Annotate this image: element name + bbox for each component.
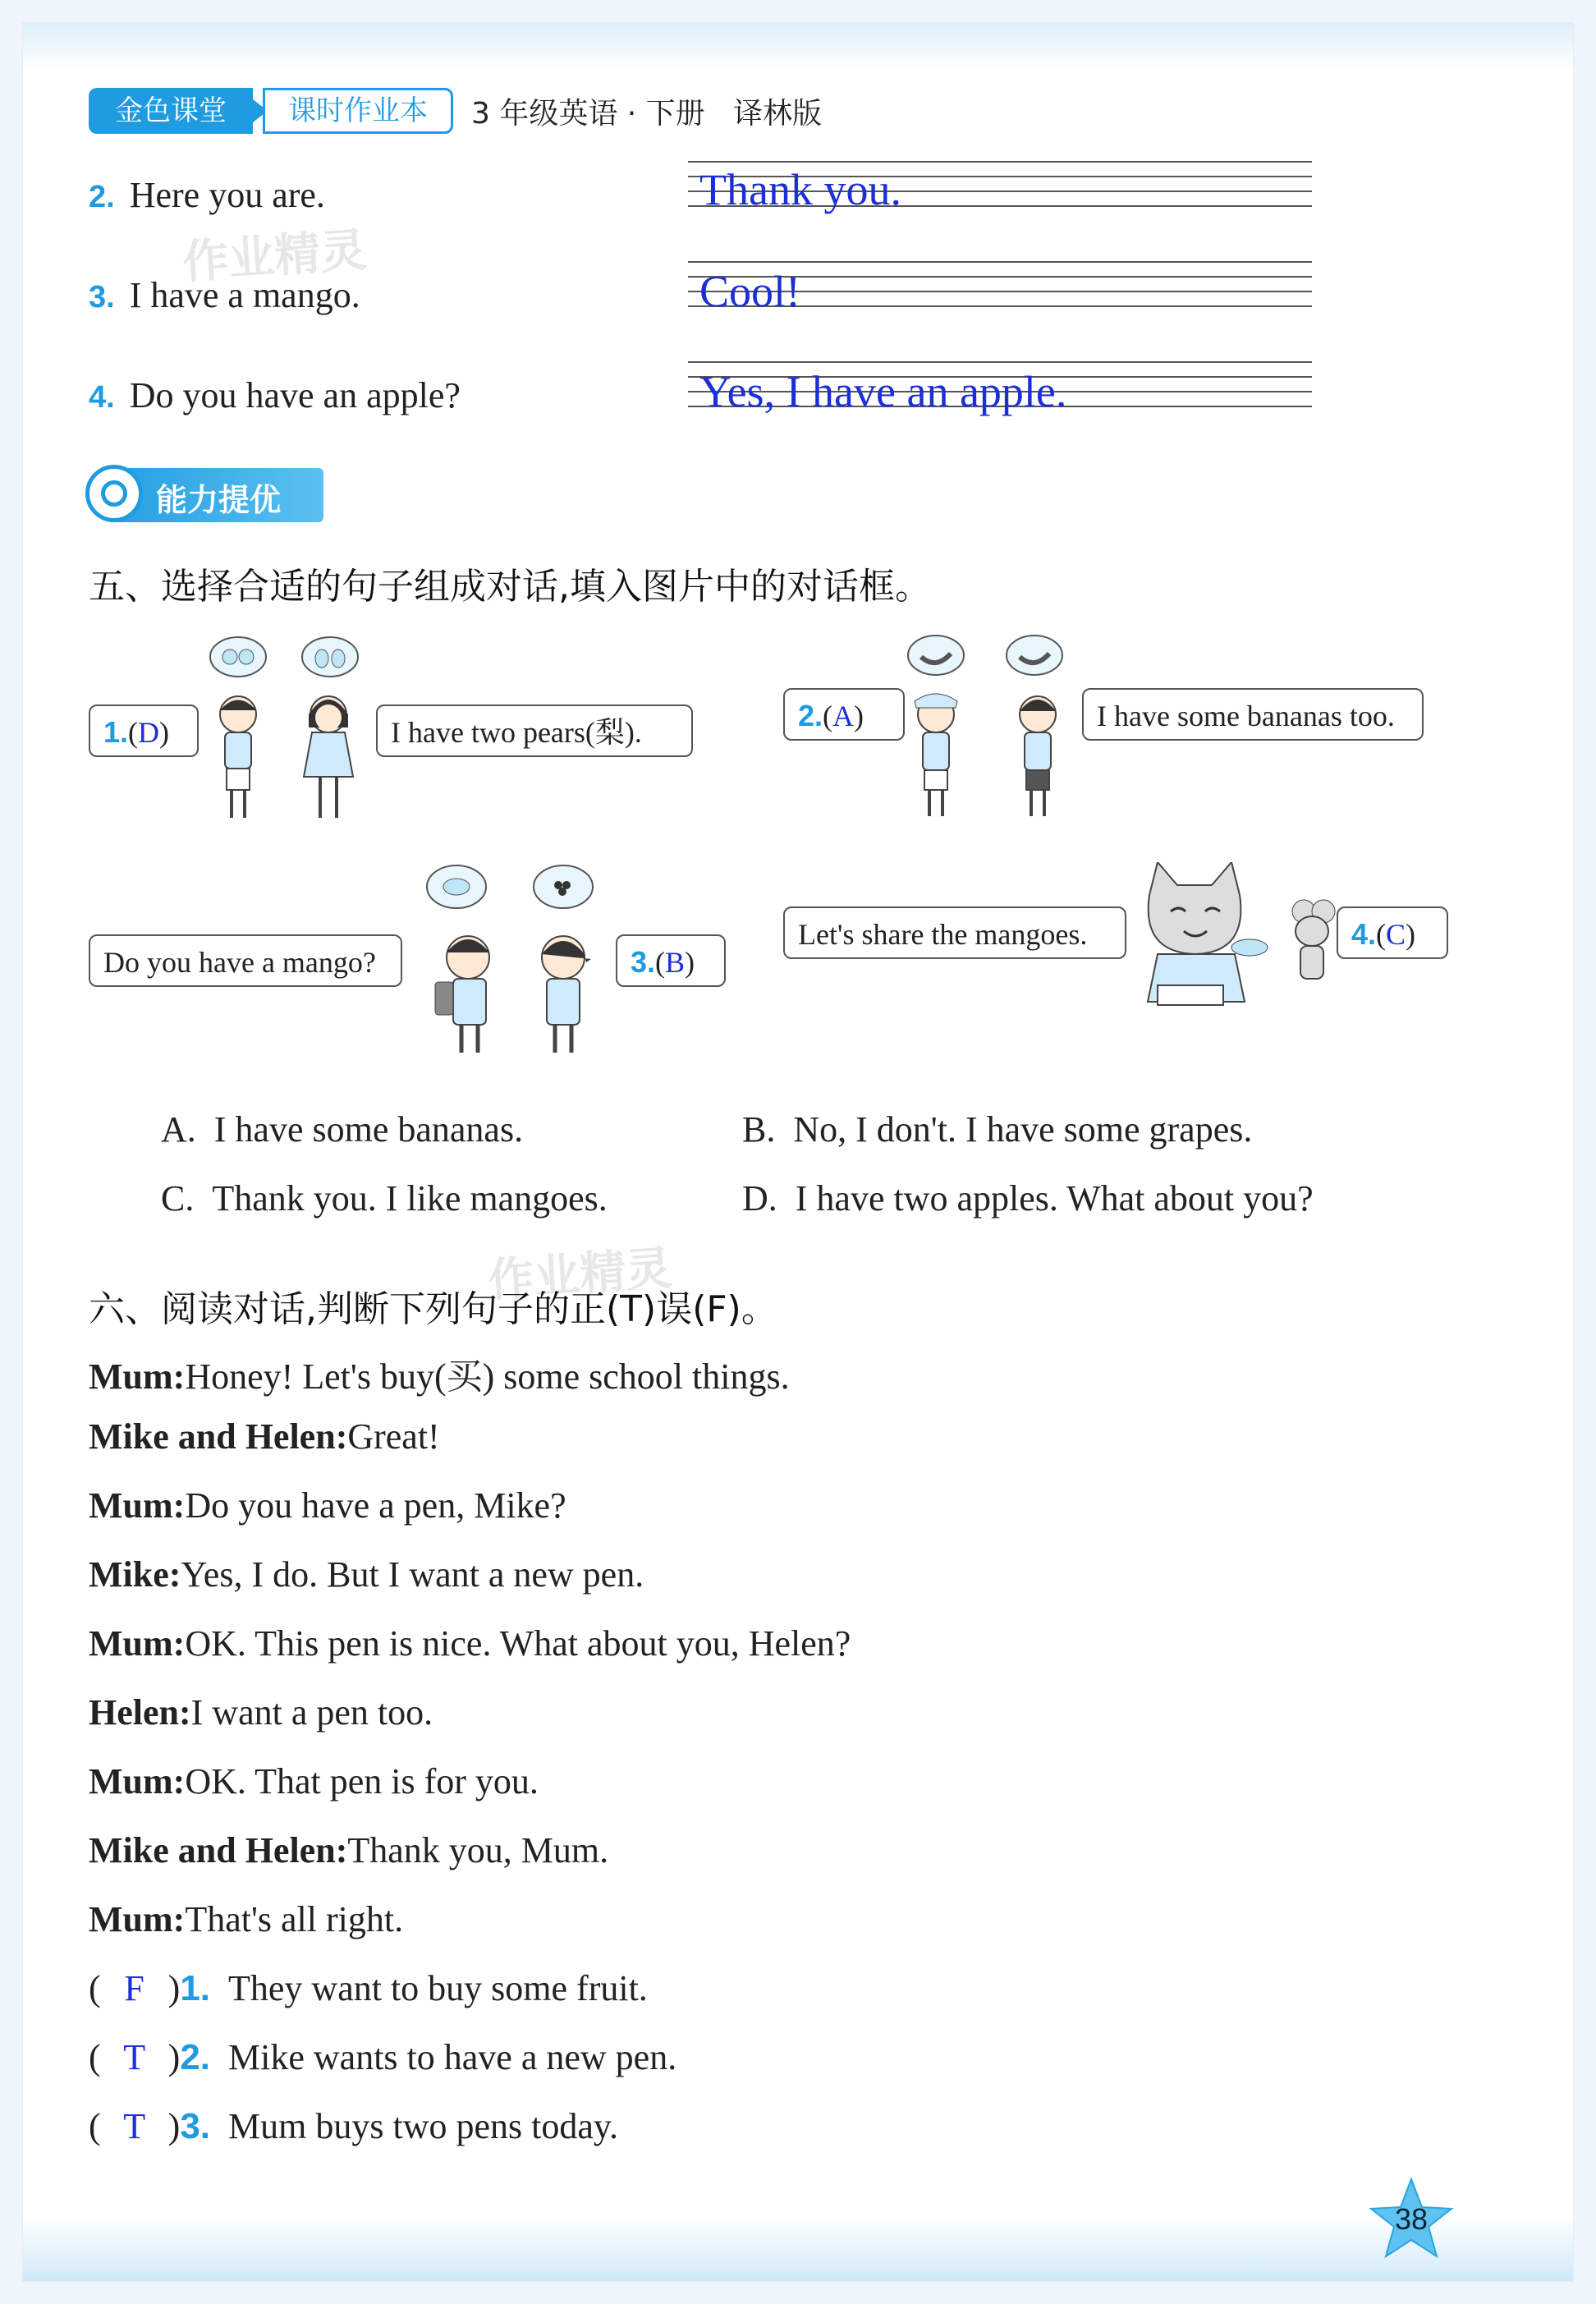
statement-number: 1.	[180, 1968, 211, 2008]
line-text: Do you have a pen, Mike?	[185, 1485, 566, 1526]
top-band	[23, 23, 1573, 72]
statement-text: Mike wants to have a new pen.	[228, 2037, 677, 2077]
question-number: 2.	[89, 180, 115, 214]
line-text: OK. That pen is for you.	[185, 1761, 539, 1801]
dialogue-bubble-speech-2: I have some bananas too.	[1082, 688, 1424, 741]
dialogue-line: Mum:OK. This pen is nice. What about you, Helen?	[89, 1623, 851, 1664]
question-4	[89, 374, 461, 416]
question-number: 4.	[89, 380, 115, 415]
question-text: I have a mango.	[129, 275, 360, 315]
line-text: Yes, I do. But I want a new pen.	[181, 1554, 644, 1595]
watermark: 作业精灵	[181, 223, 369, 290]
statement-number: 2.	[180, 2037, 211, 2077]
question-text: Here you are.	[129, 175, 325, 215]
option-a	[161, 1108, 523, 1150]
option-letter: A.	[161, 1109, 196, 1150]
section-banner-label: 能力提优	[156, 482, 282, 518]
tf-statement-1: ( F )1. They want to buy some fruit.	[89, 1968, 648, 2008]
option-text: Thank you. I like mangoes.	[212, 1178, 608, 1219]
option-letter: B.	[742, 1109, 776, 1150]
speaker: Mike	[89, 1554, 169, 1595]
header-tag-book: 课时作业本	[263, 88, 453, 134]
dialogue-bubble-3: 3.(B)	[616, 934, 726, 987]
page-number: 38	[1394, 2202, 1429, 2236]
speaker: Mike and Helen	[89, 1830, 336, 1870]
tf-answer: T	[123, 2037, 146, 2077]
bubble-answer: C	[1386, 918, 1406, 951]
dialogue-line: Helen:I want a pen too.	[89, 1692, 433, 1733]
statement-text: They want to buy some fruit.	[228, 1968, 648, 2008]
option-b	[742, 1108, 1252, 1150]
option-d	[742, 1177, 1314, 1219]
line-text: I want a pen too.	[190, 1692, 433, 1733]
line-text: That's all right.	[185, 1899, 404, 1939]
dialogue-bubble-speech-3: Do you have a mango?	[89, 934, 402, 987]
bubble-number: 3.	[631, 945, 656, 979]
line-text: OK. This pen is nice. What about you, Helen?	[185, 1623, 851, 1664]
bubble-number: 2.	[798, 699, 823, 732]
speaker: Mum	[89, 1485, 173, 1526]
tf-answer: F	[124, 1968, 144, 2008]
header-tag-series: 金色课堂	[89, 88, 253, 134]
dialogue-line: Mike and Helen:Great!	[89, 1416, 440, 1457]
dialogue-bubble-speech-1: I have two pears(梨).	[376, 705, 693, 757]
answer-handwritten: Thank you.	[699, 165, 901, 214]
illustration-kids-apples-pears	[197, 632, 378, 829]
statement-number: 3.	[180, 2106, 211, 2146]
speaker: Mum	[89, 1899, 173, 1939]
speaker: Mum	[89, 1356, 173, 1397]
question-text: Do you have an apple?	[129, 375, 461, 415]
option-c	[161, 1177, 608, 1219]
dialogue-bubble-1: 1.(D)	[89, 705, 199, 757]
illustration-cat-mouse-mangoes	[1133, 862, 1346, 1018]
option-text: I have two apples. What about you?	[795, 1178, 1314, 1219]
dialogue-line: Mike and Helen:Thank you, Mum.	[89, 1830, 609, 1870]
option-text: I have some bananas.	[213, 1109, 524, 1150]
speaker: Helen	[89, 1692, 179, 1733]
speaker: Mike and Helen	[89, 1416, 336, 1457]
bubble-answer: D	[138, 716, 160, 749]
tf-answer: T	[123, 2106, 146, 2146]
target-icon	[85, 465, 143, 522]
bottom-band	[23, 2217, 1573, 2281]
bubble-number: 4.	[1351, 917, 1377, 951]
option-letter: D.	[742, 1178, 777, 1219]
tf-statement-2: ( T )2. Mike wants to have a new pen.	[89, 2037, 677, 2077]
option-letter: C.	[161, 1178, 195, 1219]
section6-heading: 六、阅读对话,判断下列句子的正(T)误(F)。	[89, 1288, 777, 1330]
option-text: No, I don't. I have some grapes.	[793, 1109, 1253, 1150]
header-title: 3 年级英语 · 下册 译林版	[471, 97, 823, 131]
statement-text: Mum buys two pens today.	[228, 2106, 619, 2146]
bubble-number: 1.	[103, 715, 129, 749]
line-text: Honey! Let's buy(买) some school things.	[185, 1356, 790, 1397]
dialogue-bubble-4: 4.(C)	[1337, 906, 1448, 959]
answer-handwritten: Yes, I have an apple.	[699, 367, 1067, 416]
bubble-answer: B	[665, 946, 686, 979]
dialogue-line: Mum:Do you have a pen, Mike?	[89, 1485, 566, 1526]
answer-handwritten: Cool!	[699, 267, 801, 316]
question-2	[89, 174, 325, 216]
speaker: Mum	[89, 1623, 173, 1664]
line-text: Great!	[347, 1416, 440, 1457]
illustration-kids-mango-grapes	[410, 859, 624, 1056]
dialogue-bubble-2: 2.(A)	[783, 688, 905, 741]
speaker: Mum	[89, 1761, 173, 1801]
dialogue-bubble-speech-4: Let's share the mangoes.	[783, 906, 1126, 959]
line-text: Thank you, Mum.	[347, 1830, 609, 1870]
dialogue-line: Mum:That's all right.	[89, 1899, 404, 1939]
bubble-answer: A	[832, 700, 855, 732]
tf-statement-3: ( T )3. Mum buys two pens today.	[89, 2106, 619, 2146]
question-number: 3.	[89, 280, 115, 314]
watermark: 作业精灵	[486, 1241, 674, 1308]
section5-heading: 五、选择合适的句子组成对话,填入图片中的对话框。	[89, 566, 931, 608]
dialogue-line: Mike:Yes, I do. But I want a new pen.	[89, 1554, 644, 1595]
dialogue-line: Mum:OK. That pen is for you.	[89, 1761, 539, 1801]
illustration-kids-bananas	[888, 629, 1085, 826]
section-banner	[87, 468, 323, 522]
dialogue-line: Mum:Honey! Let's buy(买) some school things.	[89, 1356, 790, 1397]
